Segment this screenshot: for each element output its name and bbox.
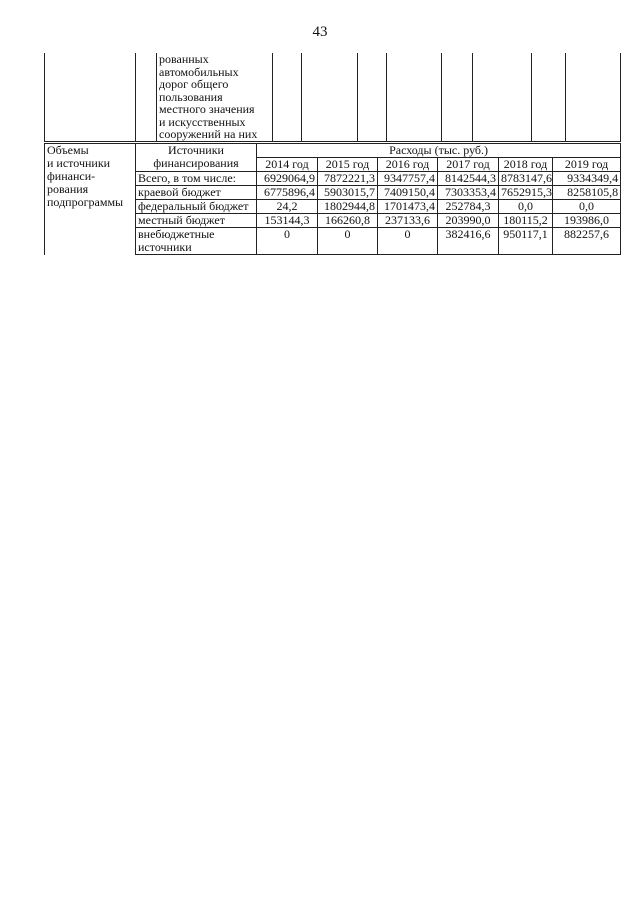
continuation-empty-cell (387, 53, 442, 142)
table-cell: 6929064,9 (257, 172, 318, 186)
table-cell: 1802944,8 (318, 200, 378, 214)
table-cell: 180115,2 (499, 214, 553, 228)
funding-label-cell (45, 144, 136, 255)
table-cell: 6775896,4 (257, 186, 318, 200)
year-header: 2015 год (318, 158, 378, 172)
table-cell: 166260,8 (318, 214, 378, 228)
continuation-empty-cell (136, 53, 157, 142)
continuation-line: местного значения (159, 102, 255, 116)
table-cell: 252784,3 (438, 200, 499, 214)
continuation-empty-cell (273, 53, 302, 142)
year-header: 2017 год (438, 158, 499, 172)
table-cell: 5903015,7 (318, 186, 378, 200)
row-source-name (136, 228, 257, 255)
continuation-line: автомобильных (159, 64, 239, 79)
expenses-header: Расходы (тыс. руб.) (257, 144, 621, 158)
continuation-empty-cell (45, 53, 136, 142)
continuation-empty-cell (442, 53, 473, 142)
table-cell: 950117,1 (499, 228, 553, 255)
table-cell: 1701473,4 (378, 200, 438, 214)
funding-label-line: рования (47, 182, 89, 196)
page-number: 43 (312, 24, 328, 40)
table-cell: 0,0 (553, 200, 621, 214)
funding-table (44, 143, 621, 255)
table-cell: 7303353,4 (438, 186, 499, 200)
table-cell: 24,2 (257, 200, 318, 214)
table-cell: 0 (318, 228, 378, 255)
funding-label-line: подпрограммы (47, 195, 124, 209)
table-cell: 193986,0 (553, 214, 621, 228)
table-cell: 7409150,4 (378, 186, 438, 200)
row-source-name: краевой бюджет (136, 186, 257, 200)
row-source-name: Всего, в том числе: (136, 172, 257, 186)
table-cell: 0 (257, 228, 318, 255)
row-source-name: федеральный бюджет (136, 200, 257, 214)
table-cell: 8142544,3 (438, 172, 499, 186)
table-cell: 0 (378, 228, 438, 255)
continuation-empty-cell (532, 53, 566, 142)
continuation-empty-cell (358, 53, 387, 142)
continuation-line: сооружений на них (159, 127, 258, 141)
continuation-line: пользования (159, 89, 223, 104)
row-source-name: местный бюджет (136, 214, 257, 228)
funding-label-line: и источники (47, 156, 111, 170)
row-source-name-line: источники (138, 240, 192, 254)
year-header: 2014 год (257, 158, 318, 172)
table-cell: 237133,6 (378, 214, 438, 228)
continuation-table (44, 53, 621, 142)
table-cell: 9334349,4 (553, 172, 621, 186)
table-cell: 9347757,4 (378, 172, 438, 186)
table-cell: 0,0 (499, 200, 553, 214)
continuation-empty-cell (566, 53, 621, 142)
continuation-text-cell (157, 53, 273, 142)
sources-header (136, 144, 257, 172)
sources-header-line: Источники (168, 143, 224, 157)
sources-header-line: финансирования (153, 156, 239, 170)
continuation-line: и искусственных (159, 114, 246, 129)
table-cell: 7872221,3 (318, 172, 378, 186)
funding-label-line: Объемы (47, 143, 89, 157)
continuation-line: дорог общего (159, 77, 229, 91)
table-cell: 882257,6 (553, 228, 621, 255)
funding-label-line: финанси- (47, 169, 96, 183)
table-cell: 8783147,6 (499, 172, 553, 186)
table-cell: 203990,0 (438, 214, 499, 228)
continuation-empty-cell (473, 53, 532, 142)
table-cell: 153144,3 (257, 214, 318, 228)
continuation-empty-cell (302, 53, 358, 142)
year-header: 2019 год (553, 158, 621, 172)
table-cell: 382416,6 (438, 228, 499, 255)
year-header: 2018 год (499, 158, 553, 172)
table-cell: 7652915,3 (499, 186, 553, 200)
row-source-name-line: внебюджетные (138, 227, 215, 241)
continuation-line: рованных (159, 52, 209, 66)
year-header: 2016 год (378, 158, 438, 172)
table-cell: 8258105,8 (553, 186, 621, 200)
